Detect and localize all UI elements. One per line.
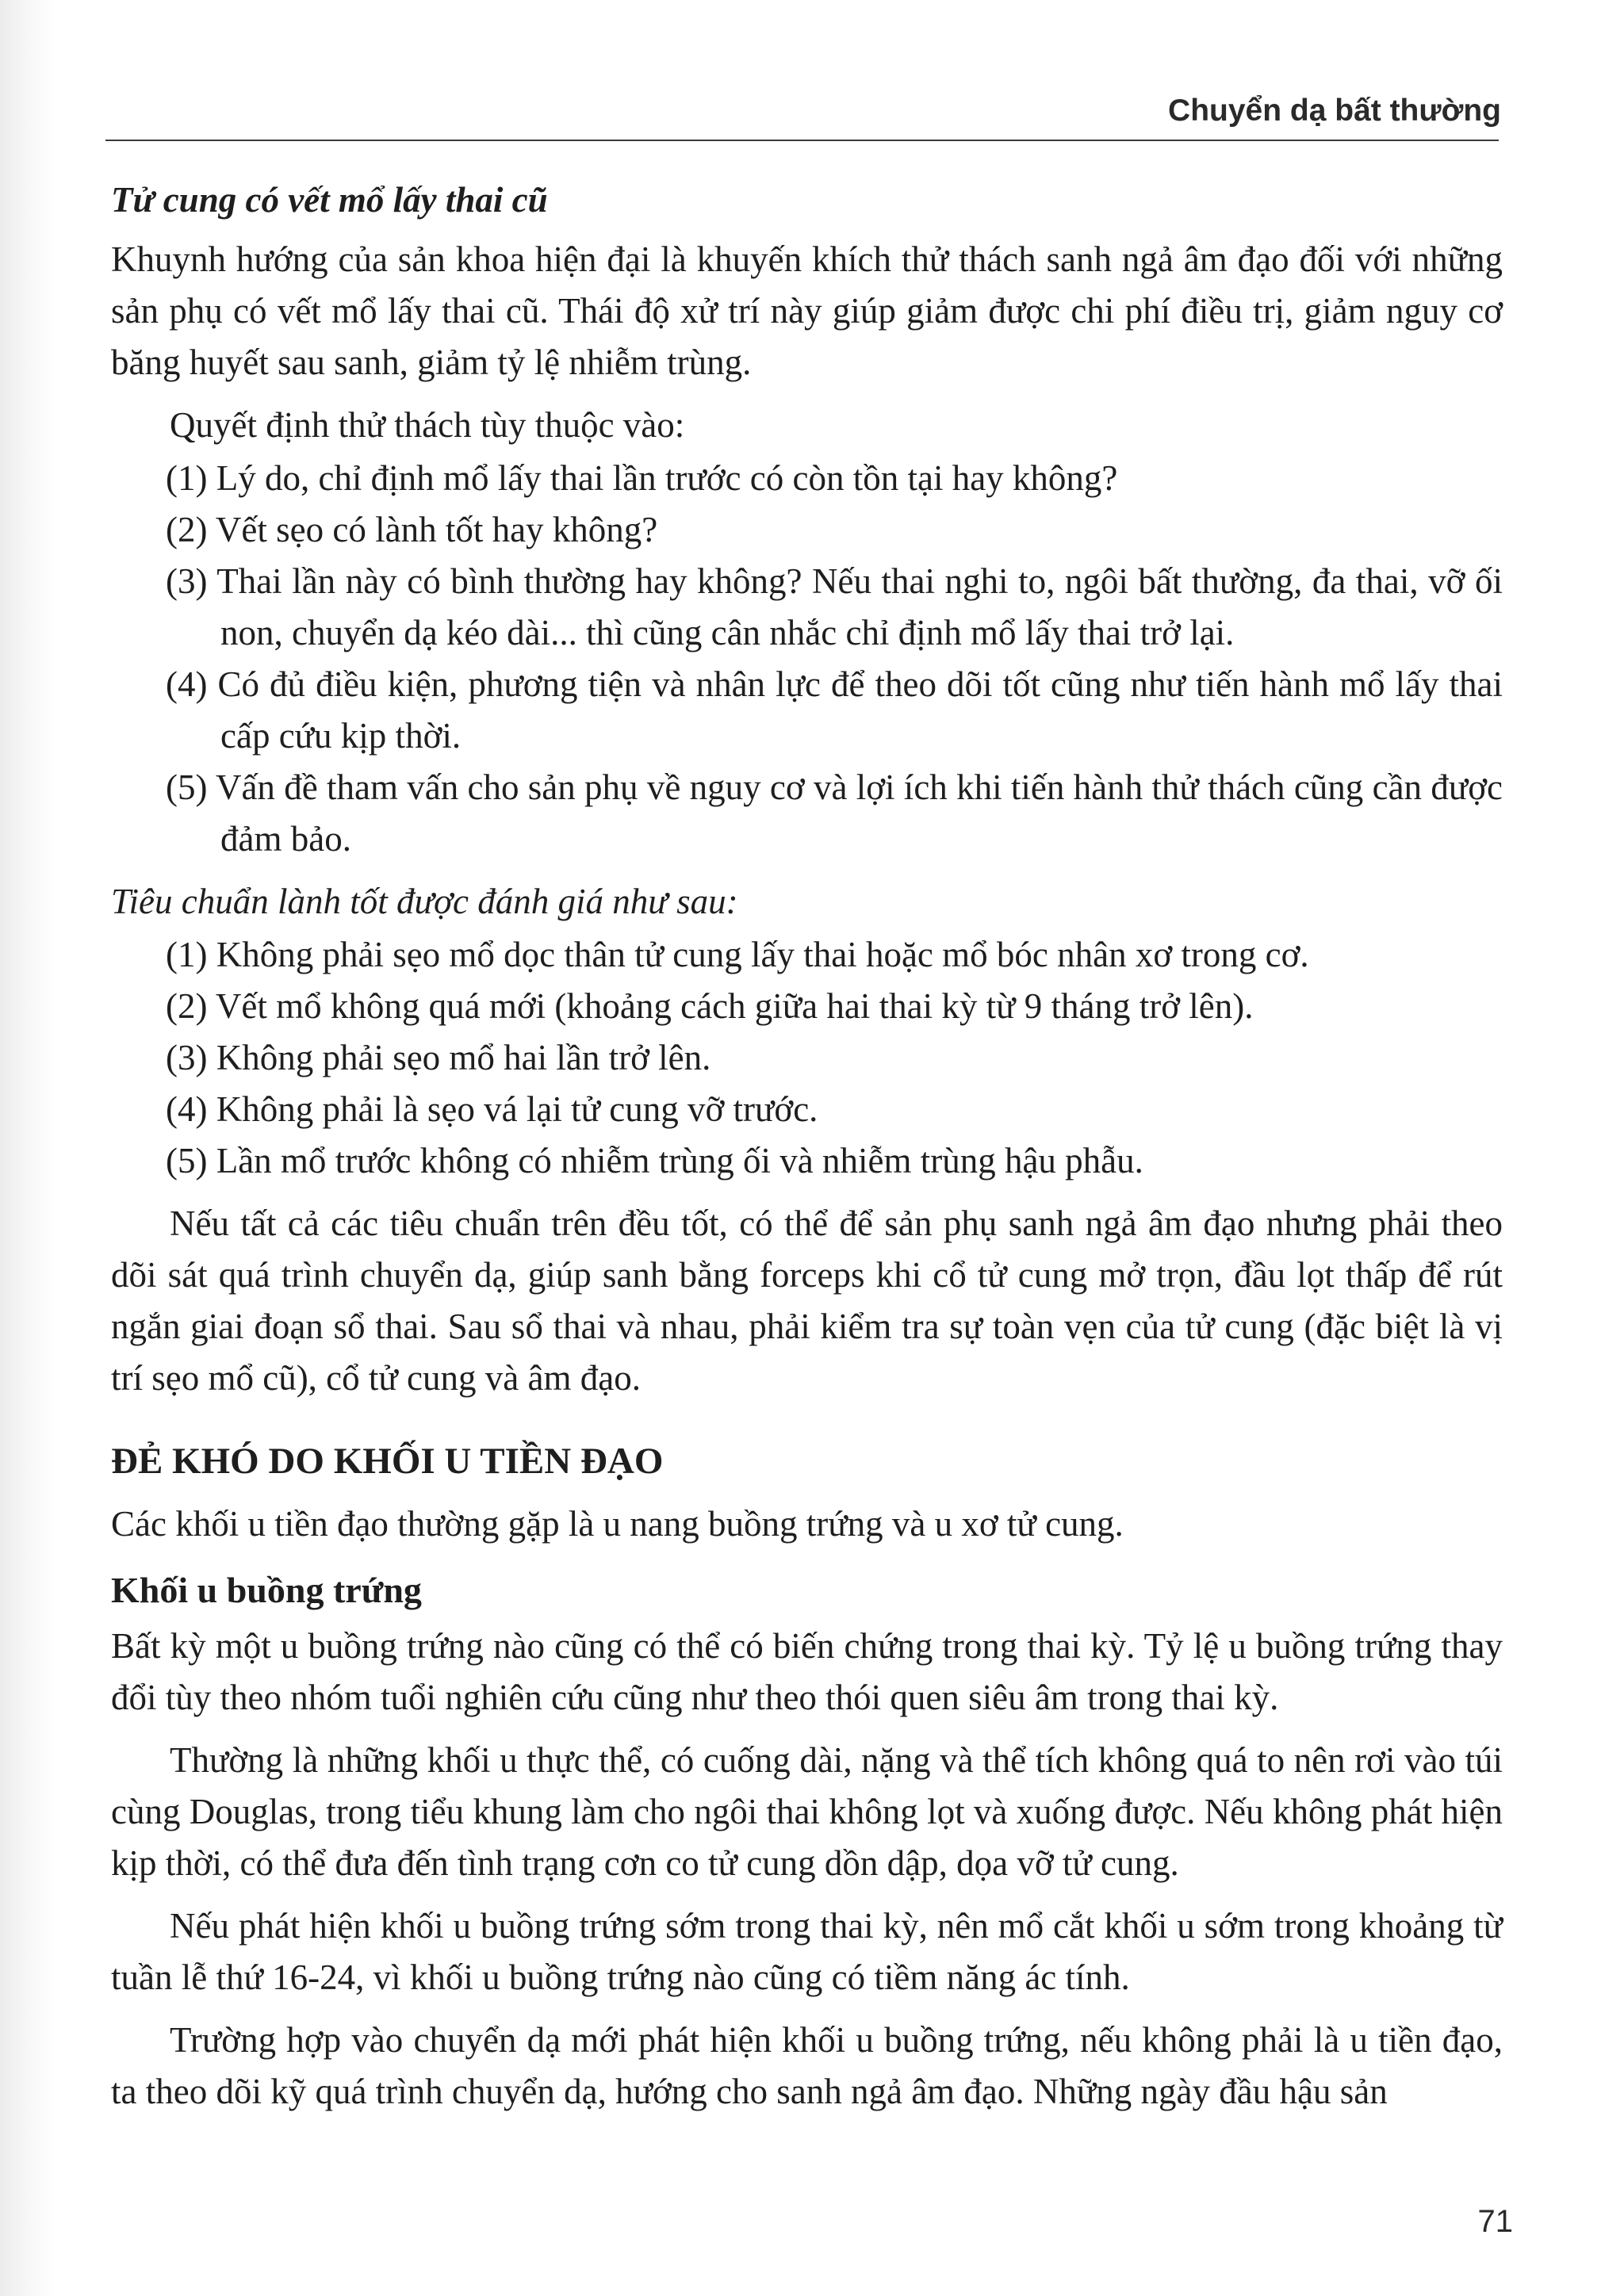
list-item: (1) Không phải sẹo mổ dọc thân tử cung lấy thai hoặc mổ bóc nhân xơ trong cơ. [166,935,1309,974]
paragraph-ovarian-1: Bất kỳ một u buồng trứng nào cũng có thể có biến chứng trong thai kỳ. Tỷ lệ u buồng trứng thay đổi tùy theo nhóm tuổi nghiên cứu cũng như theo thói quen siêu âm trong thai kỳ. [111,1626,1503,1717]
list-item: (5) Vấn đề tham vấn cho sản phụ về nguy cơ và lợi ích khi tiến hành thử thách cũng cần được đảm bảo. [166,767,1503,859]
section-heading-scar-uterus: Tử cung có vết mổ lấy thai cũ [111,180,548,220]
list-item: (2) Vết sẹo có lành tốt hay không? [166,510,658,549]
paragraph-decision-lead: Quyết định thử thách tùy thuộc vào: [170,405,685,445]
paragraph-tumor-intro: Các khối u tiền đạo thường gặp là u nang buồng trứng và u xơ tử cung. [111,1504,1124,1544]
list-item: (5) Lần mổ trước không có nhiễm trùng ối và nhiễm trùng hậu phẫu. [166,1141,1143,1181]
page-content [111,174,1503,2118]
paragraph-ovarian-2: Thường là những khối u thực thể, có cuống dài, nặng và thể tích không quá to nên rơi vào túi cùng Douglas, trong tiểu khung làm cho ngôi thai không lọt và xuống được. Nếu không phát hiện kịp thời, có thể đưa đến tình trạng cơn co tử cung dồn dập, dọa vỡ tử cung. [111,1740,1503,1883]
paragraph-criteria-lead: Tiêu chuẩn lành tốt được đánh giá như sau: [111,882,738,921]
page-gutter-shadow [0,0,56,2296]
list-item: (3) Thai lần này có bình thường hay không? Nếu thai nghi to, ngôi bất thường, đa thai, vỡ ối non, chuyển dạ kéo dài... thì cũng cân nhắc chỉ định mổ lấy thai trở lại. [166,561,1503,652]
list-item: (3) Không phải sẹo mổ hai lần trở lên. [166,1038,711,1077]
paragraph-ovarian-4: Trường hợp vào chuyển dạ mới phát hiện khối u buồng trứng, nếu không phải là u tiền đạo, ta theo dõi kỹ quá trình chuyển dạ, hướng cho sanh ngả âm đạo. Những ngày đầu hậu sản [111,2020,1503,2111]
decision-list [111,453,1503,865]
list-item: (4) Có đủ điều kiện, phương tiện và nhân lực để theo dõi tốt cũng như tiến hành mổ lấy thai cấp cứu kịp thời. [166,664,1503,756]
paragraph-ovarian-3: Nếu phát hiện khối u buồng trứng sớm trong thai kỳ, nên mổ cắt khối u sớm trong khoảng từ tuần lễ thứ 16-24, vì khối u buồng trứng nào cũng có tiềm năng ác tính. [111,1906,1503,1997]
running-header: Chuyển dạ bất thường [1168,94,1501,128]
page-number: 71 [1477,2204,1513,2239]
subsection-heading-ovarian-tumor: Khối u buồng trứng [111,1570,422,1610]
section-heading-tumor: ĐẺ KHÓ DO KHỐI U TIỀN ĐẠO [111,1441,664,1482]
list-item: (2) Vết mổ không quá mới (khoảng cách giữa hai thai kỳ từ 9 tháng trở lên). [166,986,1254,1026]
paragraph-conclusion: Nếu tất cả các tiêu chuẩn trên đều tốt, có thể để sản phụ sanh ngả âm đạo nhưng phải theo dõi sát quá trình chuyển dạ, giúp sanh bằng forceps khi cổ tử cung mở trọn, đầu lọt thấp để rút ngắn giai đoạn sổ thai. Sau sổ thai và nhau, phải kiểm tra sự toàn vẹn của tử cung (đặc biệt là vị trí sẹo mổ cũ), cổ tử cung và âm đạo. [111,1203,1503,1398]
list-item: (1) Lý do, chỉ định mổ lấy thai lần trước có còn tồn tại hay không? [166,458,1118,498]
criteria-list [111,929,1503,1187]
header-rule [105,140,1499,141]
paragraph-intro: Khuynh hướng của sản khoa hiện đại là khuyến khích thử thách sanh ngả âm đạo đối với những sản phụ có vết mổ lấy thai cũ. Thái độ xử trí này giúp giảm được chi phí điều trị, giảm nguy cơ băng huyết sau sanh, giảm tỷ lệ nhiễm trùng. [111,239,1503,382]
list-item: (4) Không phải là sẹo vá lại tử cung vỡ trước. [166,1089,818,1129]
